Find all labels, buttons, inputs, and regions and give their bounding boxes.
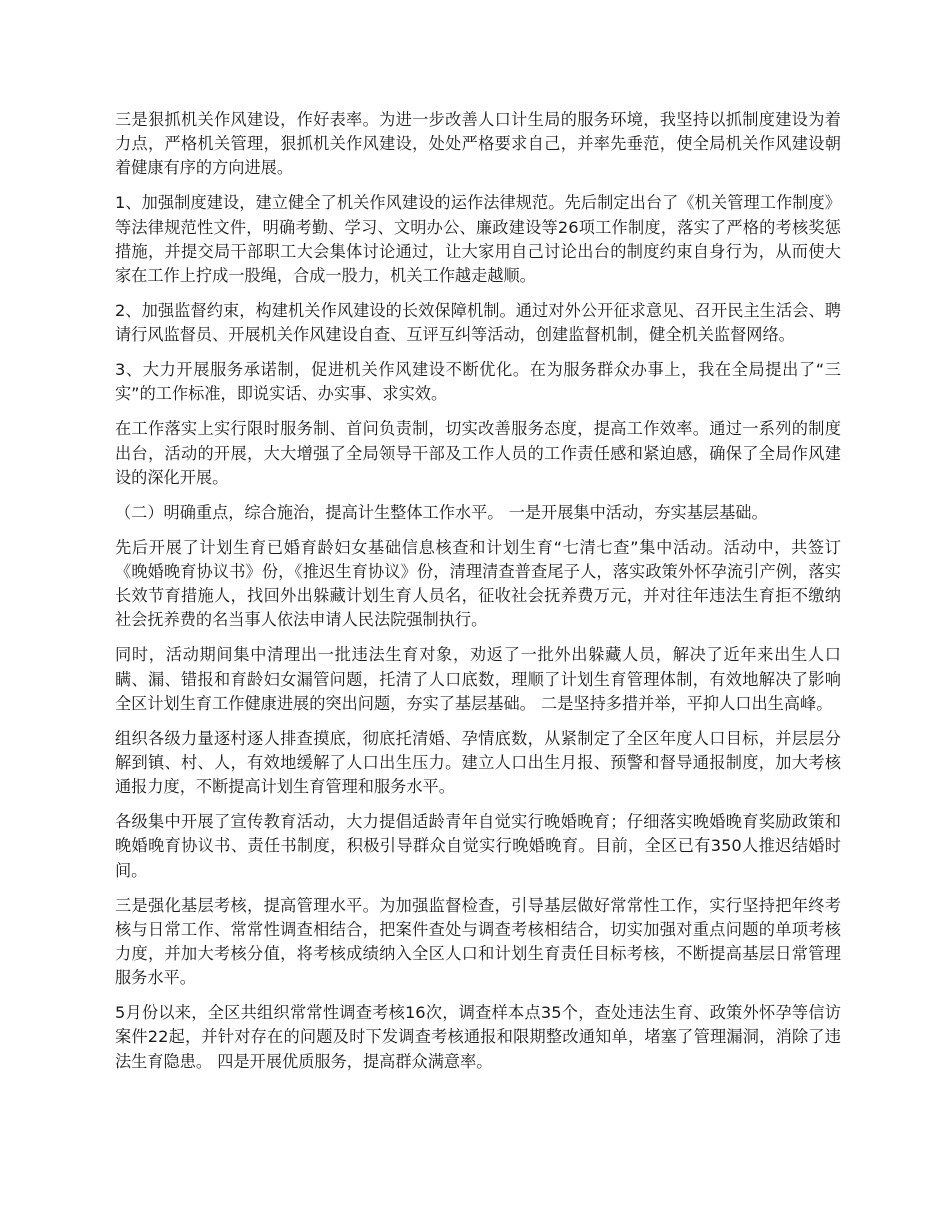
paragraph-8: 同时，活动期间集中清理出一批违法生育对象，劝返了一批外出躲藏人员，解决了近年来出生人口瞒、漏、错报和育龄妇女漏管问题，托清了人口底数，理顺了计划生育管理体制，有效地解决了影响全区计划生育工作健康进展的突出问题，夯实了基层基础。 二是坚持多措并举，平抑人口出生高峰。	[115, 645, 841, 713]
document-body	[115, 108, 841, 1085]
paragraph-12: 5月份以来，全区共组织常常性调查考核16次，调查样本点35个，查处违法生育、政策外怀孕等信访案件22起，并针对存在的问题及时下发调查考核通报和限期整改通知单，堵塞了管理漏洞，消除了违法生育隐患。 四是开展优质服务，提高群众满意率。	[115, 1003, 841, 1071]
paragraph-4: 3、大力开展服务承诺制，促进机关作风建设不断优化。在为服务群众办事上，我在全局提出了“三实”的工作标准，即说实话、办实事、求实效。	[115, 360, 841, 404]
paragraph-2: 1、加强制度建设，建立健全了机关作风建设的运作法律规范。先后制定出台了《机关管理工作制度》等法律规范性文件，明确考勤、学习、文明办公、廉政建设等26项工作制度，落实了严格的考核奖惩措施，并提交局干部职工大会集体讨论通过，让大家用自己讨论出台的制度约束自身行为，从而使大家在工作上拧成一股绳，合成一股力，机关工作越走越顺。	[115, 193, 841, 286]
paragraph-9: 组织各级力量逐村逐人排查摸底，彻底托清婚、孕情底数，从紧制定了全区年度人口目标，并层层分解到镇、村、人，有效地缓解了人口出生压力。建立人口出生月报、预警和督导通报制度，加大考核通报力度，不断提高计划生育管理和服务水平。	[115, 728, 841, 797]
paragraph-7: 先后开展了计划生育已婚育龄妇女基础信息核查和计划生育“七清七查”集中活动。活动中，共签订《晚婚晚育协议书》份，《推迟生育协议》份，清理清查普查尾子人，落实政策外怀孕流引产例，落实长效节育措施人，找回外出躲藏计划生育人员名，征收社会抚养费万元，并对往年违法生育拒不缴纳社会抚养费的名当事人依法申请人民法院强制执行。	[115, 537, 841, 630]
paragraph-5: 在工作落实上实行限时服务制、首问负责制，切实改善服务态度，提高工作效率。通过一系列的制度出台，活动的开展，大大增强了全局领导干部及工作人员的工作责任感和紧迫感，确保了全局作风建设的深化开展。	[115, 419, 841, 487]
paragraph-1: 三是狠抓机关作风建设，作好表率。为进一步改善人口计生局的服务环境，我坚持以抓制度建设为着力点，严格机关管理，狠抓机关作风建设，处处严格要求自己，并率先垂范，使全局机关作风建设朝着健康有序的方向进展。	[115, 110, 841, 178]
paragraph-3: 2、加强监督约束，构建机关作风建设的长效保障机制。通过对外公开征求意见、召开民主生活会、聘请行风监督员、开展机关作风建设自查、互评互纠等活动，创建监督机制，健全机关监督网络。	[115, 301, 841, 345]
paragraph-6: （二）明确重点，综合施治，提高计生整体工作水平。 一是开展集中活动，夯实基层基础。	[115, 502, 768, 522]
paragraph-11: 三是强化基层考核，提高管理水平。为加强监督检查，引导基层做好常常性工作，实行坚持把年终考核与日常工作、常常性调查相结合，把案件查处与调查考核相结合，切实加强对重点问题的单项考核力度，并加大考核分值，将考核成绩纳入全区人口和计划生育责任目标考核，不断提高基层日常管理服务水平。	[115, 895, 841, 988]
paragraph-10: 各级集中开展了宣传教育活动，大力提倡适龄青年自觉实行晚婚晚育；仔细落实晚婚晚育奖励政策和晚婚晚育协议书、责任书制度，积极引导群众自觉实行晚婚晚育。目前，全区已有350人推迟结婚时间。	[115, 812, 841, 880]
